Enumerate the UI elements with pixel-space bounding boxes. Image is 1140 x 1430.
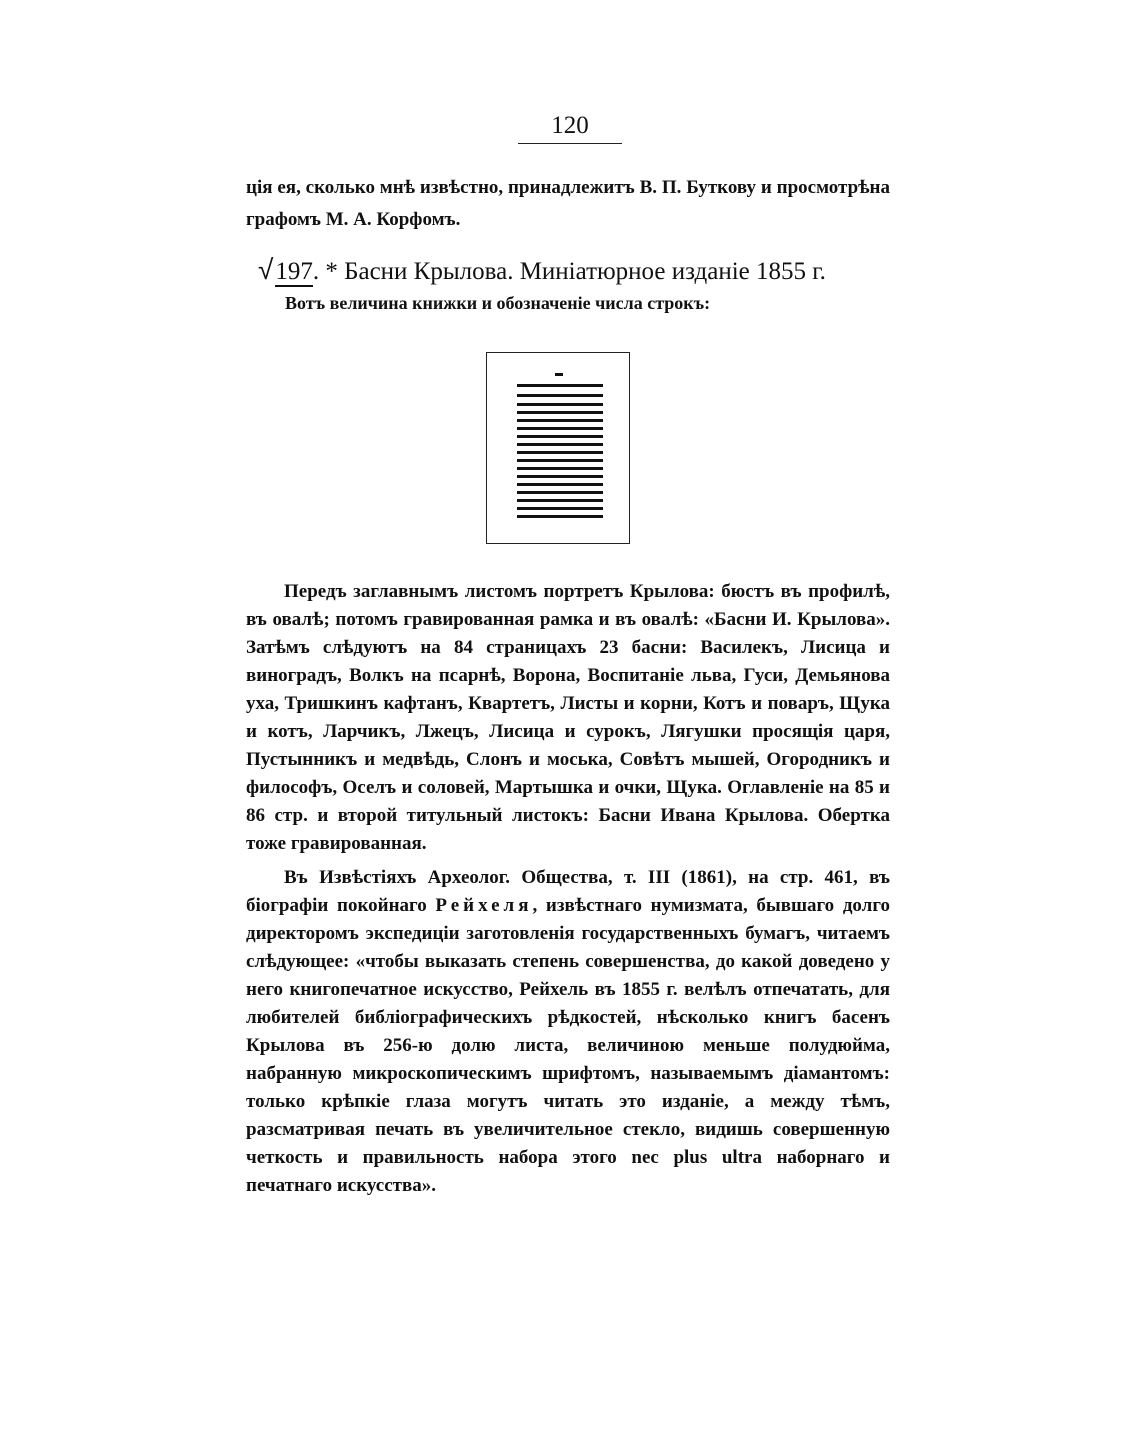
entry-separator: . *	[312, 258, 345, 285]
citation-text-after: , извѣстнаго нумизмата, бывшаго долго директоромъ экспедиціи заготовленія государственныхъ бумагъ, читаемъ слѣдующее: «чтобы выказать степень совершенства, до какой доведено у него книгопечатное искусство, Рейхель въ 1855 г. велѣлъ отпечатать, для любителей библіографическихъ рѣдкостей, нѣсколько книгъ басенъ Крылова въ 256-ю долю листа, величиною меньше полудюйма, набранную микроскопическимъ шрифтомъ, называемымъ діамантомъ: только крѣпкіе глаза могутъ читать это изданіе, а между тѣмъ, разсматривая печать въ увеличительное стекло, видишь совершенную четкость и правильность набора этого nec plus ultra наборнаго и печатнаго искусства».	[246, 895, 890, 1196]
diagram-line	[517, 394, 603, 397]
diagram-line	[517, 467, 603, 470]
diagram-line	[517, 507, 603, 510]
citation-text-before: Въ Извѣстіяхъ Археолог. Общества, т. III (1861), на стр. 461, въ біографіи покойнаго	[246, 867, 890, 916]
page-number: 120	[518, 112, 622, 144]
diagram-line	[517, 459, 603, 462]
entry-heading	[258, 254, 898, 286]
diagram-line	[517, 403, 603, 406]
check-mark-icon: √	[258, 254, 274, 285]
diagram-line	[517, 427, 603, 430]
diagram-line	[517, 384, 603, 387]
diagram-line	[517, 419, 603, 422]
diagram-line	[517, 451, 603, 454]
diagram-line	[517, 443, 603, 446]
continuation-text: ція ея, сколько мнѣ извѣстно, принадлежитъ В. П. Буткову и просмотрѣна графомъ М. А. Корфомъ.	[246, 177, 890, 230]
paragraph-contents: Передъ заглавнымъ листомъ портретъ Крылова: бюстъ въ профилѣ, въ овалѣ; потомъ гравированная рамка и въ овалѣ: «Басни И. Крылова». Затѣмъ слѣдуютъ на 84 страницахъ 23 басни: Василекъ, Лисица и виноградъ, Волкъ на псарнѣ, Ворона, Воспитаніе льва, Гуси, Демьянова уха, Тришкинъ кафтанъ, Квартетъ, Листы и корни, Котъ и поваръ, Щука и котъ, Ларчикъ, Лжецъ, Лисица и сурокъ, Лягушки просящія царя, Пустынникъ и медвѣдь, Слонъ и моська, Совѣтъ мышей, Огородникъ и философъ, Оселъ и соловей, Мартышка и очки, Щука. Оглавленіе на 85 и 86 стр. и второй титульный листокъ: Басни Ивана Крылова. Обертка тоже гравированная.	[246, 581, 890, 854]
person-name: Рейхеля	[435, 895, 533, 916]
entry-title: Басни Крылова. Миніатюрное изданіе 1855 г.	[344, 258, 826, 285]
diagram-line	[517, 411, 603, 414]
entry-number: 197	[275, 258, 313, 285]
diagram-line	[517, 515, 603, 518]
diagram-line	[517, 491, 603, 494]
diagram-line	[517, 435, 603, 438]
entry-subtitle: Вотъ величина книжки и обозначеніе числа строкъ:	[285, 293, 711, 313]
diagram-line	[517, 475, 603, 478]
article-body	[246, 578, 890, 1206]
diagram-line	[517, 483, 603, 486]
paragraph-citation	[246, 864, 890, 1200]
diagram-line	[555, 373, 563, 376]
diagram-line	[517, 499, 603, 502]
book-size-diagram	[486, 352, 630, 544]
